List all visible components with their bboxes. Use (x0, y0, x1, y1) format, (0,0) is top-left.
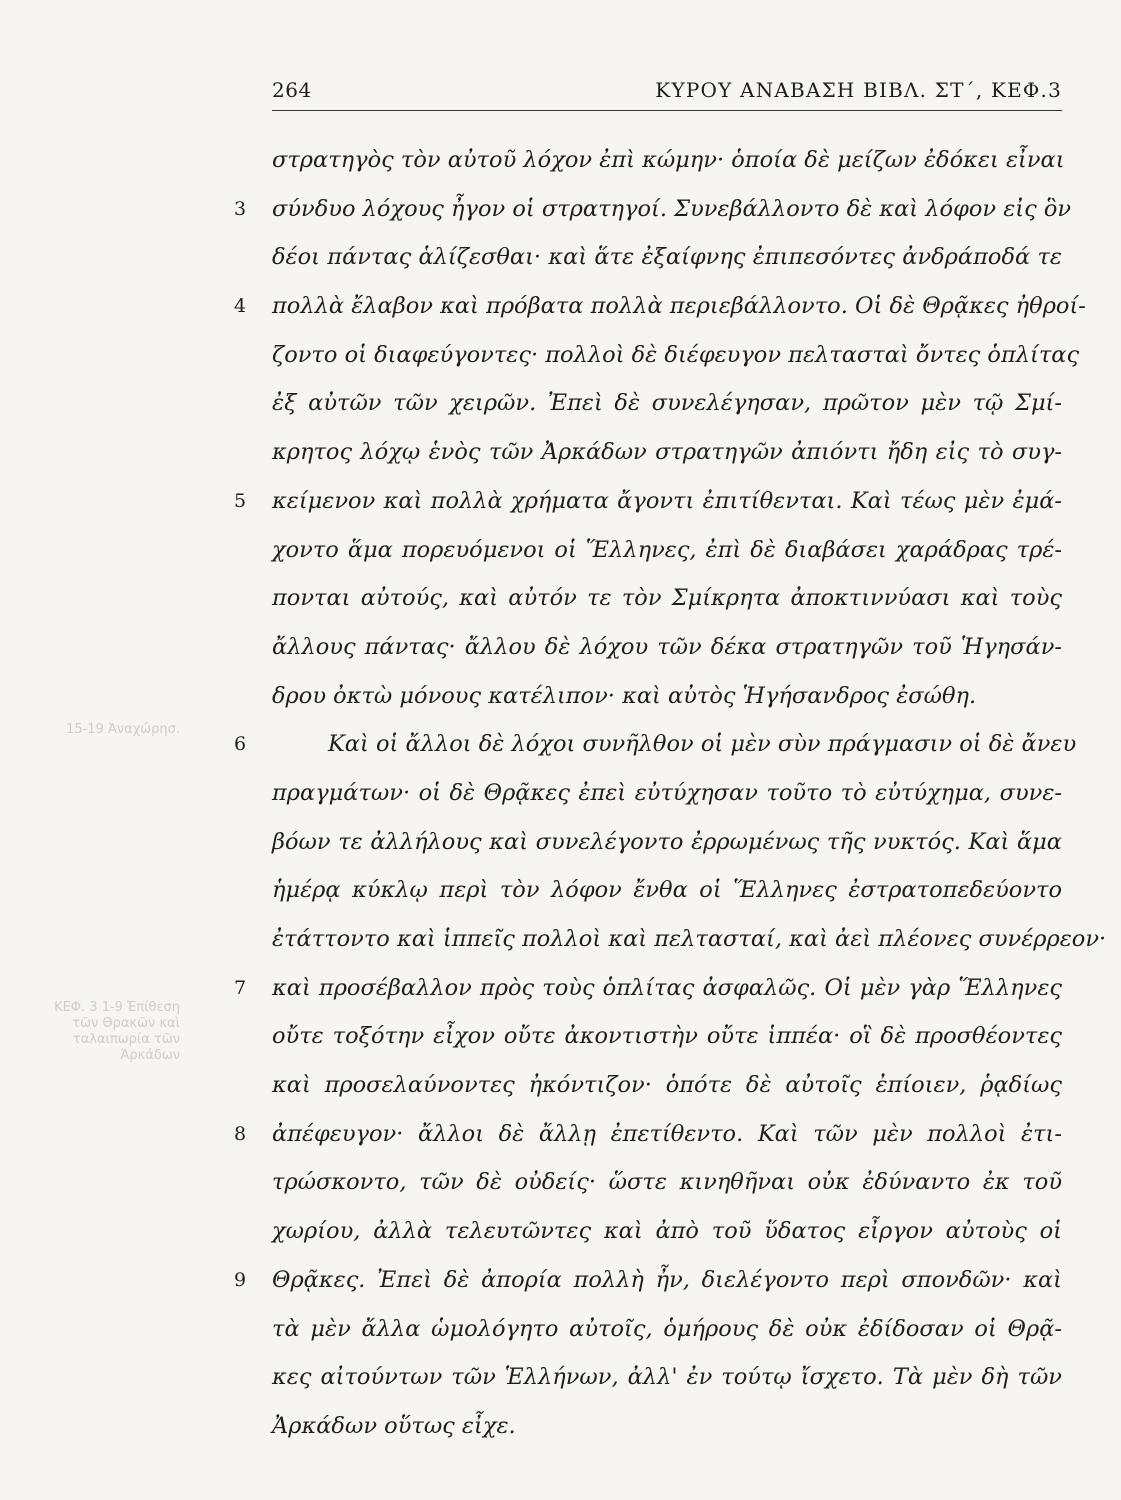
line-text: ἡμέρᾳ κύκλῳ περὶ τὸν λόφον ἔνθα οἱ Ἕλληνες ἐστρατοπεδεύοντο (272, 877, 1062, 904)
section-number: 8 (234, 1122, 247, 1145)
page-number: 264 (272, 78, 312, 102)
line-text: χωρίου, ἀλλὰ τελευτῶντες καὶ ἀπὸ τοῦ ὕδατος εἶργον αὐτοὺς οἱ (272, 1218, 1062, 1245)
text-line (272, 1216, 1062, 1265)
text-line (234, 194, 1072, 243)
line-text: ἐτάττοντο καὶ ἱππεῖς πολλοὶ καὶ πελτασταί, καὶ ἀεὶ πλέονες συνέρρεον· (272, 926, 1107, 952)
line-text: πονται αὐτούς, καὶ αὐτόν τε τὸν Σμίκρητα ἀποκτιννύασι καὶ τοὺς (272, 585, 1062, 612)
line-text: κες αἰτούντων τῶν Ἑλλήνων, ἀλλ' ἐν τούτῳ ἴσχετο. Τὰ μὲν δὴ τῶν (272, 1364, 1062, 1391)
text-line (234, 291, 1086, 340)
text-line (272, 583, 1062, 632)
page-header (272, 74, 1062, 111)
text-line (272, 340, 1080, 389)
line-text: ἀπέφευγον· ἄλλοι δὲ ἄλλῃ ἐπετίθεντο. Καὶ τῶν μὲν πολλοὶ ἐτι- (272, 1120, 1062, 1147)
text-line (272, 681, 1062, 730)
line-text: καὶ προσελαύνοντες ἠκόντιζον· ὁπότε δὲ αὐτοῖς ἐπίοιεν, ῥᾳδίως (272, 1072, 1062, 1099)
text-body (234, 145, 1107, 1460)
show-through-margin-note-b: ΚΕΦ. 3 1-9 Ἐπίθεση τῶν Θρακῶν καὶ ταλαιπωρία τῶν Ἀρκάδων (54, 1000, 180, 1063)
text-line (272, 827, 1062, 876)
line-text: ζοντο οἱ διαφεύγοντες· πολλοὶ δὲ διέφευγον πελτασταὶ ὄντες ὁπλίτας (272, 341, 1080, 368)
text-line (272, 1021, 1062, 1070)
text-line (234, 486, 1062, 535)
section-number: 9 (234, 1268, 247, 1291)
line-text: Καὶ οἱ ἄλλοι δὲ λόχοι συνῆλθον οἱ μὲν σὺν πράγμασιν οἱ δὲ ἄνευ (328, 731, 1077, 758)
line-text: στρατηγὸς τὸν αὐτοῦ λόχον ἐπὶ κώμην· ὁποία δὲ μείζων ἐδόκει εἶναι (272, 147, 1065, 173)
text-line (234, 729, 1077, 778)
text-line (272, 778, 1062, 827)
section-number: 7 (234, 976, 247, 999)
text-line (272, 388, 1062, 437)
line-text: κείμενον καὶ πολλὰ χρήματα ἄγοντι ἐπιτίθενται. Καὶ τέως μὲν ἐμά- (272, 487, 1062, 514)
line-text: ἄλλους πάντας· ἄλλου δὲ λόχου τῶν δέκα στρατηγῶν τοῦ Ἡγησάν- (272, 633, 1062, 660)
section-number: 4 (234, 295, 247, 318)
text-line (272, 1411, 1062, 1460)
text-line (272, 632, 1062, 681)
line-text: Θρᾷκες. Ἐπεὶ δὲ ἀπορία πολλὴ ἦν, διελέγοντο περὶ σπονδῶν· καὶ (272, 1266, 1062, 1293)
running-head: ΚΥΡΟΥ ΑΝΑΒΑΣΗ ΒΙΒΛ. ΣΤ΄, ΚΕΦ.3 (655, 78, 1062, 102)
text-line (272, 535, 1062, 584)
text-line (272, 145, 1065, 194)
line-text: πολλὰ ἔλαβον καὶ πρόβατα πολλὰ περιεβάλλοντο. Οἱ δὲ Θρᾷκες ἠθροί- (272, 293, 1086, 320)
line-text: δρου ὀκτὼ μόνους κατέλιπον· καὶ αὐτὸς Ἡγήσανδρος ἐσώθη. (272, 682, 977, 709)
line-text: Ἀρκάδων οὕτως εἶχε. (272, 1412, 516, 1439)
line-text: σύνδυο λόχους ἦγον οἱ στρατηγοί. Συνεβάλλοντο δὲ καὶ λόφον εἰς ὃν (272, 195, 1072, 222)
text-line (272, 242, 1062, 291)
line-text: τρώσκοντο, τῶν δὲ οὐδείς· ὥστε κινηθῆναι οὐκ ἐδύναντο ἐκ τοῦ (272, 1169, 1062, 1196)
text-line (272, 875, 1062, 924)
text-line (234, 1119, 1062, 1168)
line-text: κρητος λόχῳ ἑνὸς τῶν Ἀρκάδων στρατηγῶν ἀπιόντι ἤδη εἰς τὸ συγ- (272, 439, 1062, 466)
line-text: καὶ προσέβαλλον πρὸς τοὺς ὁπλίτας ἀσφαλῶς. Οἱ μὲν γὰρ Ἕλληνες (272, 974, 1062, 1001)
text-line (272, 1362, 1062, 1411)
line-text: τὰ μὲν ἄλλα ὡμολόγητο αὐτοῖς, ὁμήρους δὲ οὐκ ἐδίδοσαν οἱ Θρᾷ- (272, 1315, 1062, 1342)
section-number: 5 (234, 489, 247, 512)
show-through-margin-note-a: 15-19 Ἀναχώρησ. (66, 722, 180, 737)
text-line (234, 973, 1062, 1022)
text-line (234, 1265, 1062, 1314)
line-text: χοντο ἅμα πορευόμενοι οἱ Ἕλληνες, ἐπὶ δὲ διαβάσει χαράδρας τρέ- (272, 536, 1062, 563)
line-text: βόων τε ἀλλήλους καὶ συνελέγοντο ἐρρωμένως τῆς νυκτός. Καὶ ἅμα (272, 828, 1062, 855)
section-number: 3 (234, 197, 247, 220)
text-line (272, 1167, 1062, 1216)
line-text: οὔτε τοξότην εἶχον οὔτε ἀκοντιστὴν οὔτε ἱππέα· οἳ δὲ προσθέοντες (272, 1023, 1062, 1050)
section-number: 6 (234, 733, 247, 756)
text-line (272, 1314, 1062, 1363)
text-line (272, 1070, 1062, 1119)
text-line (272, 924, 1107, 973)
line-text: ἐξ αὐτῶν τῶν χειρῶν. Ἐπεὶ δὲ συνελέγησαν, πρῶτον μὲν τῷ Σμί- (272, 390, 1062, 417)
line-text: πραγμάτων· οἱ δὲ Θρᾷκες ἐπεὶ εὐτύχησαν τοῦτο τὸ εὐτύχημα, συνε- (272, 779, 1062, 806)
text-line (272, 437, 1062, 486)
line-text: δέοι πάντας ἁλίζεσθαι· καὶ ἅτε ἐξαίφνης ἐπιπεσόντες ἀνδράποδά τε (272, 244, 1062, 271)
